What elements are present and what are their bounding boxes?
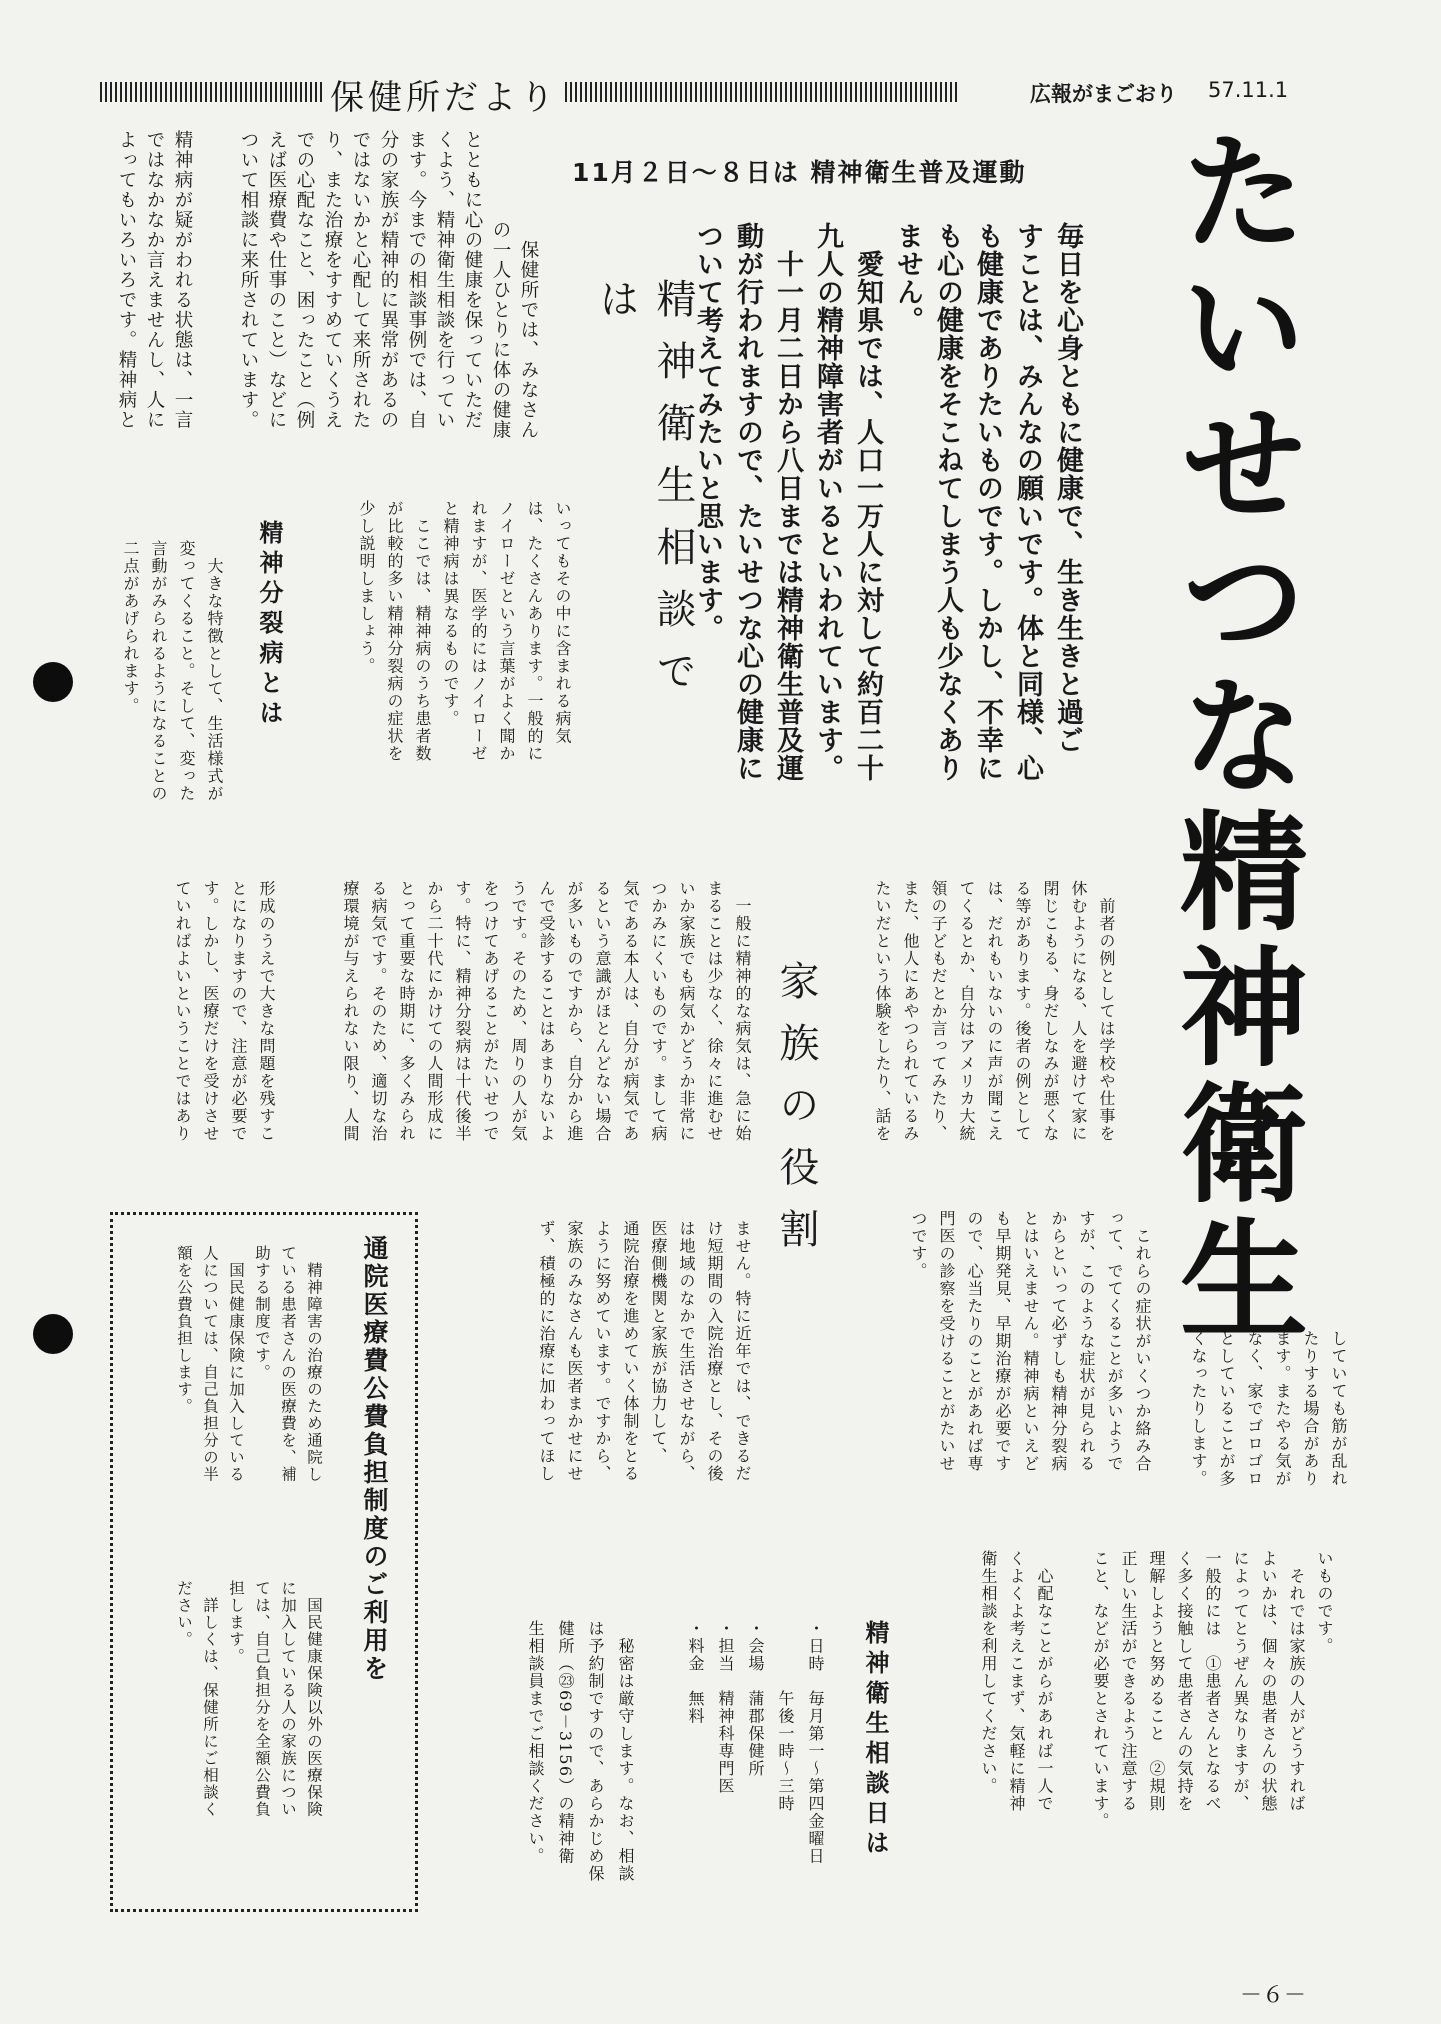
examples-col: また、他人にあやつられているみ xyxy=(901,880,920,1143)
family-col: をつけてあげることがたいせつで xyxy=(481,880,500,1143)
schizo-col: 二点があげられます。 xyxy=(121,540,140,715)
header-hatch-left xyxy=(100,82,322,102)
subsidy-box-line: 額を公費負担します。 xyxy=(175,1245,193,1415)
lead-col: も健康でありたいものです。しかし、不幸に xyxy=(972,222,1003,782)
subsidy-box-line: に加入している人の家族につい xyxy=(279,1580,297,1818)
family-col: とになりますので、注意が必要で xyxy=(229,880,248,1143)
main-title: たいせつな精神衛生 xyxy=(1158,125,1307,1349)
section-title: 保健所だより xyxy=(330,78,558,118)
schizo-col: 変ってくること。そして、変った xyxy=(177,540,196,803)
right-col: くなったりします。 xyxy=(1189,1330,1208,1488)
lead-col: すことは、みんなの願いです。体と同様、心 xyxy=(1012,222,1043,782)
subsidy-box-title: 通院医療費公費負担制度のご利用を xyxy=(360,1235,389,1683)
right-col: ます。またやる気が xyxy=(1273,1330,1292,1488)
lead-col: 毎日を心身ともに健康で、生き生きと過ご xyxy=(1052,222,1083,754)
lead-col: 愛知県では、人口一万人に対して約百二十 xyxy=(852,222,883,782)
examples-col: る等があります。後者の例として xyxy=(1013,880,1032,1143)
consult2-col: ここでは、精神病のうち患者数 xyxy=(413,500,432,763)
family-col: とって重要な時期に、多くみられ xyxy=(397,880,416,1143)
right2-col: くよくよ考えこまず、気軽に精神 xyxy=(1007,1550,1026,1813)
consult-col: えば医療費や仕事のこと）などに xyxy=(266,130,287,430)
family-col: 形成のうえで大きな問題を残すこ xyxy=(257,880,276,1143)
schedule-line: ・日時 毎月第一～第四金曜日 xyxy=(806,1620,825,1865)
punch-hole xyxy=(33,662,73,702)
examples-col: 前者の例としては学校や仕事を xyxy=(1097,880,1116,1143)
family-heading: 家族の役割 xyxy=(773,960,819,1270)
consult-heading: 精神衛生相談では xyxy=(593,278,696,712)
punch-hole xyxy=(33,1314,73,1354)
consult-col: とともに心の健康を保っていただ xyxy=(462,130,483,430)
consult2-col: は、たくさんあります。一般的に xyxy=(525,500,544,763)
subsidy-box-line: 精神障害の治療のため通院し xyxy=(305,1245,323,1483)
schedule-line: ・会場 蒲郡保健所 xyxy=(746,1620,765,1778)
examples-col: は、だれもいないのに声が聞こえ xyxy=(985,880,1004,1143)
right2-col: こと、などが必要とされています。 xyxy=(1091,1550,1110,1830)
page-number: －６－ xyxy=(1240,1983,1307,2008)
consult2-col: と精神病は異なるものです。 xyxy=(441,500,460,728)
schedule-line: 午後一時～三時 xyxy=(776,1620,795,1813)
family-col: つかみにくいものです。まして病 xyxy=(649,880,668,1143)
consult2-col: ノイローゼという言葉がよく聞か xyxy=(497,500,516,763)
family-col: いか家族でも病気かどうか非常に xyxy=(677,880,696,1143)
consult-col: の一人ひとりに体の健康 xyxy=(490,220,511,440)
subsidy-box-line: 助する制度です。 xyxy=(253,1245,271,1381)
family-col: ていればよいということではあり xyxy=(173,880,192,1143)
subsidy-box-line: ている患者さんの医療費を、補 xyxy=(279,1245,297,1483)
family2-col: ず、積極的に治療に加わってほし xyxy=(537,1220,556,1483)
consult-col: での心配なこと、困ったこと（例 xyxy=(294,130,315,430)
publication-name: 広報がまごおり xyxy=(1030,82,1177,106)
consult-col: 精神病が疑がわれる状態は、一言 xyxy=(172,130,193,430)
consult-col: ます。今までの相談事例では、自 xyxy=(406,130,427,430)
schedule-line: 生相談員までご相談ください。 xyxy=(526,1620,545,1865)
symptoms-col: 門医の診察を受けることがたいせ xyxy=(937,1210,956,1473)
family2-col: 通院治療を進めていく体制をとる xyxy=(621,1220,640,1483)
subsidy-box-line: 担します。 xyxy=(227,1580,245,1665)
examples-col: 領の子どもだとか言ってみたり、 xyxy=(929,880,948,1143)
symptoms-col: とはいえません。精神病といえど xyxy=(1021,1210,1040,1473)
right2-col: 心配なことがらがあれば一人で xyxy=(1035,1550,1054,1813)
right2-col: によってとうぜん異なりますが、 xyxy=(1231,1550,1250,1813)
subsidy-box-line: 国民健康保険に加入している xyxy=(227,1245,245,1483)
consult-col: 分の家族が精神的に異常があるの xyxy=(378,130,399,430)
lead-col: 十一月二日から八日までは精神衛生普及運 xyxy=(772,222,803,782)
subsidy-box-line: 国民健康保険以外の医療保険 xyxy=(305,1580,323,1818)
right2-col: いものです。 xyxy=(1315,1550,1334,1655)
schedule-line: 秘密は厳守します。なお、相談 xyxy=(616,1620,635,1883)
family-col: るという意識がほとんどない場合 xyxy=(593,880,612,1143)
family-col: んで受診することはあまりないよ xyxy=(537,880,556,1143)
family2-col: 家族のみなさんも医者まかせにせ xyxy=(565,1220,584,1483)
right2-col: 理解しようと努めること ②規則 xyxy=(1147,1550,1166,1813)
schedule-line: 健所（㉓69－3156）の精神衛 xyxy=(556,1620,575,1866)
header-hatch-right xyxy=(565,82,960,102)
days-heading: 精神衛生相談日は xyxy=(861,1620,889,1860)
schizo-col: 大きな特徴として、生活様式が xyxy=(205,540,224,803)
right-col: としていることが多 xyxy=(1217,1330,1236,1488)
symptoms-col: からといって必ずしも精神分裂病 xyxy=(1049,1210,1068,1473)
examples-col: たいだという体験をしたり、話を xyxy=(873,880,892,1143)
right-col: していても筋が乱れ xyxy=(1329,1330,1348,1488)
consult2-col: いってもその中に含まれる病気 xyxy=(553,500,572,745)
consult2-col: 少し説明しましょう。 xyxy=(357,500,376,675)
family-col: す。特に、精神分裂病は十代後半 xyxy=(453,880,472,1143)
right2-col: よいかは、個々の患者さんの状態 xyxy=(1259,1550,1278,1813)
subsidy-box-line: 人については、自己負担分の半 xyxy=(201,1245,219,1483)
consult2-col: が比較的多い精神分裂病の症状を xyxy=(385,500,404,763)
right2-col: 正しい生活ができるよう注意する xyxy=(1119,1550,1138,1813)
consult-col: 保健所では、みなさん xyxy=(518,220,539,440)
right2-col: それでは家族の人がどうすれば xyxy=(1287,1550,1306,1813)
family2-col: け短期間の入院治療とし、その後 xyxy=(705,1220,724,1483)
schizo-col: 言動がみられるようになることの xyxy=(149,540,168,803)
schizo-heading: 精神分裂病とは xyxy=(255,520,283,730)
symptoms-col: つです。 xyxy=(909,1210,928,1280)
lead-col: 動が行われますので、たいせつな心の健康に xyxy=(732,222,763,782)
family-col: まることは少なく、徐々に進むせ xyxy=(705,880,724,1143)
schedule-line: ・担当 精神科専門医 xyxy=(716,1620,735,1795)
symptoms-col: ので、心当たりのことがあれば専 xyxy=(965,1210,984,1473)
consult-col: ではないかと心配して来所された xyxy=(350,130,371,430)
consult-col: ではなかなか言えませんし、人に xyxy=(144,130,165,430)
consult-col: り、また治療をすすめていくうえ xyxy=(322,130,343,430)
consult-col: ついて相談に来所されています。 xyxy=(238,130,259,430)
family-col: 一般に精神的な病気は、急に始 xyxy=(733,880,752,1143)
symptoms-col: って、でてくることが多いようで xyxy=(1105,1210,1124,1473)
examples-col: 休むようになる、人を避けて家に xyxy=(1069,880,1088,1143)
right-col: なく、家でゴロゴロ xyxy=(1245,1330,1264,1488)
symptoms-col: これらの症状がいくつか絡み合 xyxy=(1133,1210,1152,1473)
family-col: から二十代にかけての人間形成に xyxy=(425,880,444,1143)
family2-col: 医療側機関と家族が協力して、 xyxy=(649,1220,668,1465)
lead-col: ついて考えてみたいと思います。 xyxy=(692,222,723,642)
subsidy-box-line: 詳しくは、保健所にご相談く xyxy=(201,1580,219,1818)
family2-col: は地域のなかで生活させながら、 xyxy=(677,1220,696,1483)
family-col: が多いものですから、自分から進 xyxy=(565,880,584,1143)
right2-col: く多く接触して患者さんの気持を xyxy=(1175,1550,1194,1813)
lead-col: 九人の精神障害者がいるといわれています。 xyxy=(812,222,843,782)
family-col: 療環境が与えられない限り、人間 xyxy=(341,880,360,1143)
consult2-col: れますが、医学的にはノイローゼ xyxy=(469,500,488,763)
lead-col: ません。 xyxy=(892,222,923,334)
symptoms-col: すが、このような症状が見られる xyxy=(1077,1210,1096,1473)
family-col: る病気です。そのため、適切な治 xyxy=(369,880,388,1143)
issue-date: 57.11.1 xyxy=(1208,78,1289,102)
subsidy-box-line: ださい。 xyxy=(175,1580,193,1648)
symptoms-col: も早期発見、早期治療が必要です xyxy=(993,1210,1012,1473)
family-col: 気である本人は、自分が病気であ xyxy=(621,880,640,1143)
examples-col: 閉じこもる、身だしなみが悪くな xyxy=(1041,880,1060,1143)
family-col: うです。そのため、周りの人が気 xyxy=(509,880,528,1143)
family-col: す。しかし、医療だけを受けさせ xyxy=(201,880,220,1143)
consult-col: くよう、精神衛生相談を行ってい xyxy=(434,130,455,430)
right2-col: 衛生相談を利用してください。 xyxy=(979,1550,998,1795)
event-line: 11月２日～８日は 精神衛生普及運動 xyxy=(572,158,1027,187)
family2-col: ように努めています。ですから、 xyxy=(593,1220,612,1483)
consult-col: よってもいろいろです。精神病と xyxy=(116,130,137,430)
right-col: たりする場合があり xyxy=(1301,1330,1320,1488)
schedule-line: ・料金 無料 xyxy=(686,1620,705,1725)
right2-col: 一般的には ①患者さんとなるべ xyxy=(1203,1550,1222,1813)
subsidy-box-line: ては、自己負担分を全額公費負 xyxy=(253,1580,271,1818)
lead-col: も心の健康をそこねてしまう人も少なくあり xyxy=(932,222,963,782)
family2-col: ません。特に近年では、できるだ xyxy=(733,1220,752,1483)
examples-col: てくるとか、自分はアメリカ大統 xyxy=(957,880,976,1143)
schedule-line: は予約制ですので、あらかじめ保 xyxy=(586,1620,605,1883)
